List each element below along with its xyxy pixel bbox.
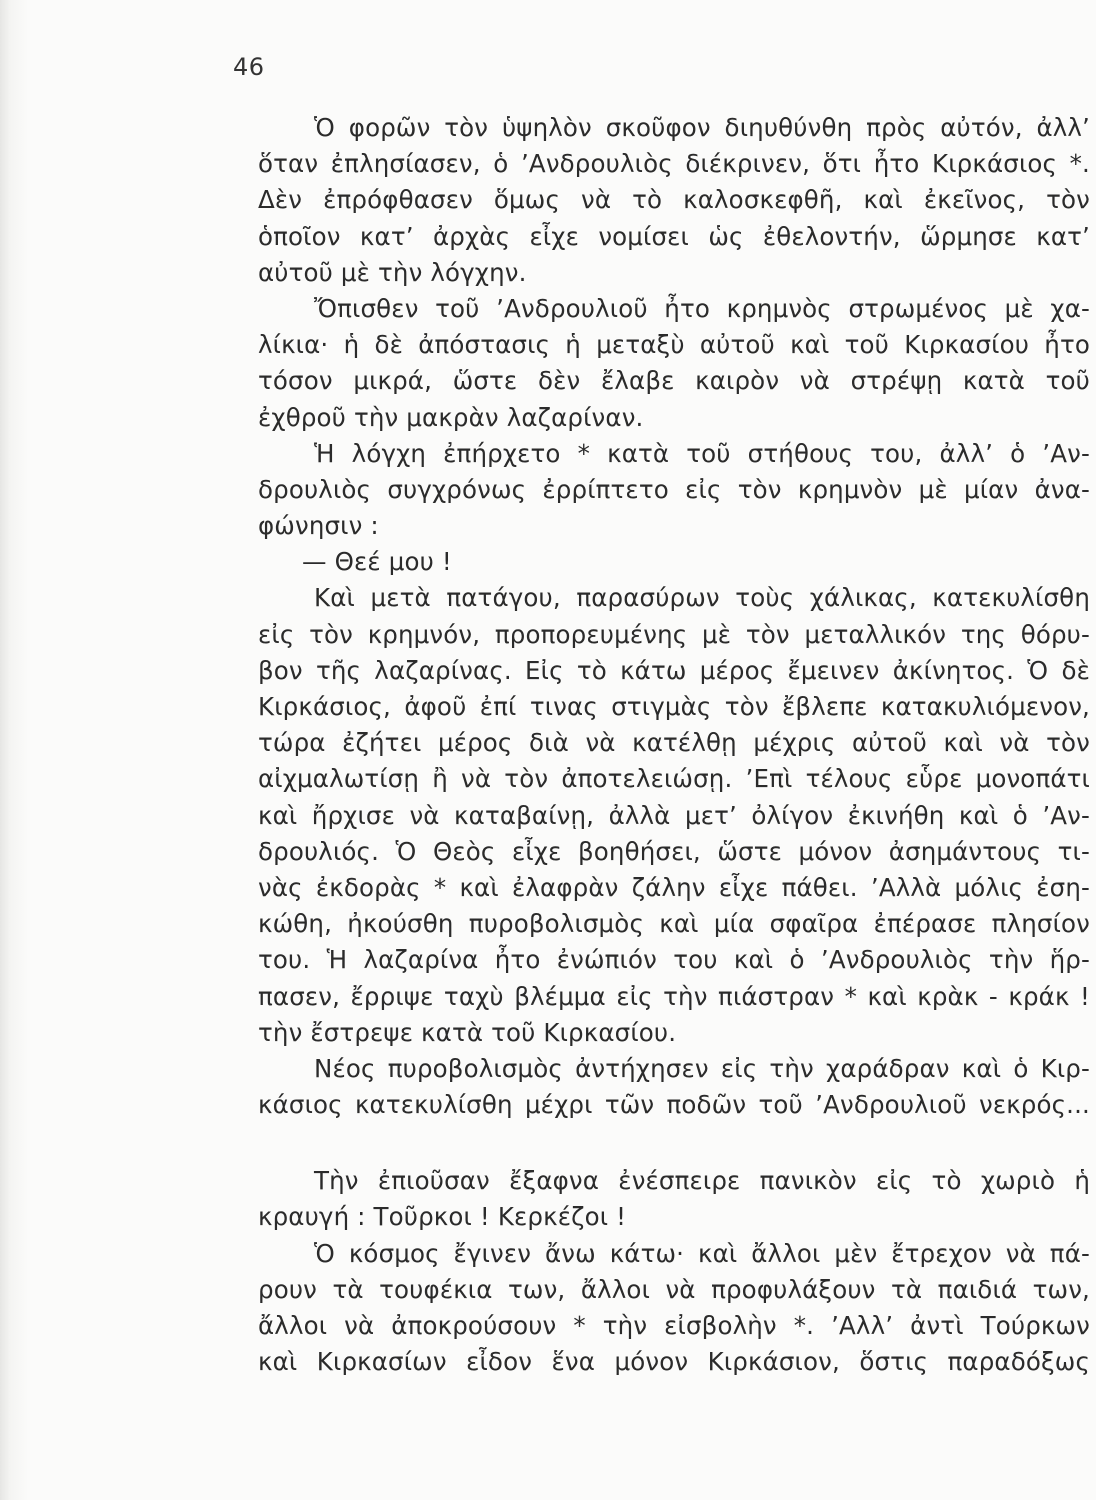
text-line: νὰς ἐκδορὰς * καὶ ἐλαφρὰν ζάλην εἶχε πάθει. ’Αλλὰ μόλις ἐση- <box>258 872 1090 902</box>
text-line: τὴν ἔστρεψε κατὰ τοῦ Κιρκασίου. <box>258 1017 677 1047</box>
section-break <box>258 1123 1090 1163</box>
text-line: τώρα ἐζήτει μέρος διὰ νὰ κατέλθῃ μέχρις αὐτοῦ καὶ νὰ τὸν <box>258 728 1090 758</box>
text-line: καὶ Κιρκασίων εἶδον ἕνα μόνον Κιρκάσιον, ὅστις παραδόξως <box>258 1347 1090 1377</box>
body-text <box>258 110 1090 1380</box>
text-line: δρουλιὸς συγχρόνως ἐρρίπτετο εἰς τὸν κρημνὸν μὲ μίαν ἀνα- <box>258 474 1090 504</box>
text-line: βον τῆς λαζαρίνας. Εἰς τὸ κάτω μέρος ἔμεινεν ἀκίνητος. Ὁ δὲ <box>258 655 1090 685</box>
text-line: κάσιος κατεκυλίσθη μέχρι τῶν ποδῶν τοῦ ’Ανδρουλιοῦ νεκρός... <box>258 1090 1090 1120</box>
text-line: εἰς τὸν κρημνόν, προπορευμένης μὲ τὸν μεταλλικόν της θόρυ- <box>258 619 1090 649</box>
text-line: λίκια· ἡ δὲ ἀπόστασις ἡ μεταξὺ αὐτοῦ καὶ τοῦ Κιρκασίου ἦτο <box>258 330 1090 360</box>
text-line: ἐχθροῦ τὴν μακρὰν λαζαρίναν. <box>258 402 644 432</box>
text-line: Δὲν ἐπρόφθασεν ὅμως νὰ τὸ καλοσκεφθῆ, καὶ ἐκεῖνος, τὸν <box>258 185 1090 215</box>
text-line: πασεν, ἔρριψε ταχὺ βλέμμα εἰς τὴν πιάστραν * καὶ κρὰκ - κράκ ! <box>258 981 1090 1011</box>
text-line: ὅταν ἐπλησίασεν, ὁ ’Ανδρουλιὸς διέκρινεν, ὅτι ἦτο Κιρκάσιος *. <box>258 149 1090 179</box>
text-line: κραυγή : Τοῦρκοι ! Κερκέζοι ! <box>258 1202 627 1232</box>
text-line: Καὶ μετὰ πατάγου, παρασύρων τοὺς χάλικας, κατεκυλίσθη <box>314 583 1090 613</box>
text-line: του. Ἡ λαζαρίνα ἦτο ἐνώπιόν του καὶ ὁ ’Ανδρουλιὸς τὴν ἥρ- <box>258 945 1090 975</box>
dialogue-line: — Θεέ μου ! <box>302 547 452 577</box>
text-line: ἄλλοι νὰ ἀποκρούσουν * τὴν εἰσβολὴν *. ’Αλλ’ ἀντὶ Τούρκων <box>258 1311 1090 1340</box>
text-line: Τὴν ἐπιοῦσαν ἔξαφνα ἐνέσπειρε πανικὸν εἰς τὸ χωριὸ ἡ <box>314 1166 1090 1196</box>
text-line: Νέος πυροβολισμὸς ἀντήχησεν εἰς τὴν χαράδραν καὶ ὁ Κιρ- <box>314 1053 1090 1083</box>
text-line: τόσον μικρά, ὥστε δὲν ἔλαβε καιρὸν νὰ στρέψῃ κατὰ τοῦ <box>258 366 1090 396</box>
text-line: αὐτοῦ μὲ τὴν λόγχην. <box>258 257 527 287</box>
text-line: Κιρκάσιος, ἀφοῦ ἐπί τινας στιγμὰς τὸν ἔβλεπε κατακυλιόμενον, <box>258 692 1090 721</box>
text-line: καὶ ἤρχισε νὰ καταβαίνῃ, ἀλλὰ μετ’ ὀλίγον ἐκινήθη καὶ ὁ ’Αν- <box>258 800 1090 830</box>
text-line: κώθη, ἠκούσθη πυροβολισμὸς καὶ μία σφαῖρα ἐπέρασε πλησίον <box>258 909 1090 939</box>
text-line: Ἡ λόγχη ἐπήρχετο * κατὰ τοῦ στήθους του, ἀλλ’ ὁ ’Αν- <box>314 438 1090 468</box>
page-number: 46 <box>233 53 265 81</box>
text-line: Ὄπισθεν τοῦ ’Ανδρουλιοῦ ἦτο κρημνὸς στρωμένος μὲ χα- <box>314 293 1090 323</box>
text-line: φώνησιν : <box>258 511 379 541</box>
text-line: Ὁ κόσμος ἔγινεν ἄνω κάτω· καὶ ἄλλοι μὲν ἔτρεχον νὰ πά- <box>314 1238 1090 1268</box>
text-line: Ὁ φορῶν τὸν ὑψηλὸν σκοῦφον διηυθύνθη πρὸς αὐτόν, ἀλλ’ <box>314 113 1090 142</box>
text-line: ὁποῖον κατ’ ἀρχὰς εἶχε νομίσει ὡς ἐθελοντήν, ὥρμησε κατ’ <box>258 221 1090 251</box>
text-line: δρουλιός. Ὁ Θεὸς εἶχε βοηθήσει, ὥστε μόνον ἀσημάντους τι- <box>258 836 1090 866</box>
text-line: αἰχμαλωτίσῃ ἢ νὰ τὸν ἀποτελειώσῃ. ’Επὶ τέλους εὗρε μονοπάτι <box>258 764 1090 794</box>
text-line: ρουν τὰ τουφέκια των, ἄλλοι νὰ προφυλάξουν τὰ παιδιά των, <box>258 1274 1090 1304</box>
